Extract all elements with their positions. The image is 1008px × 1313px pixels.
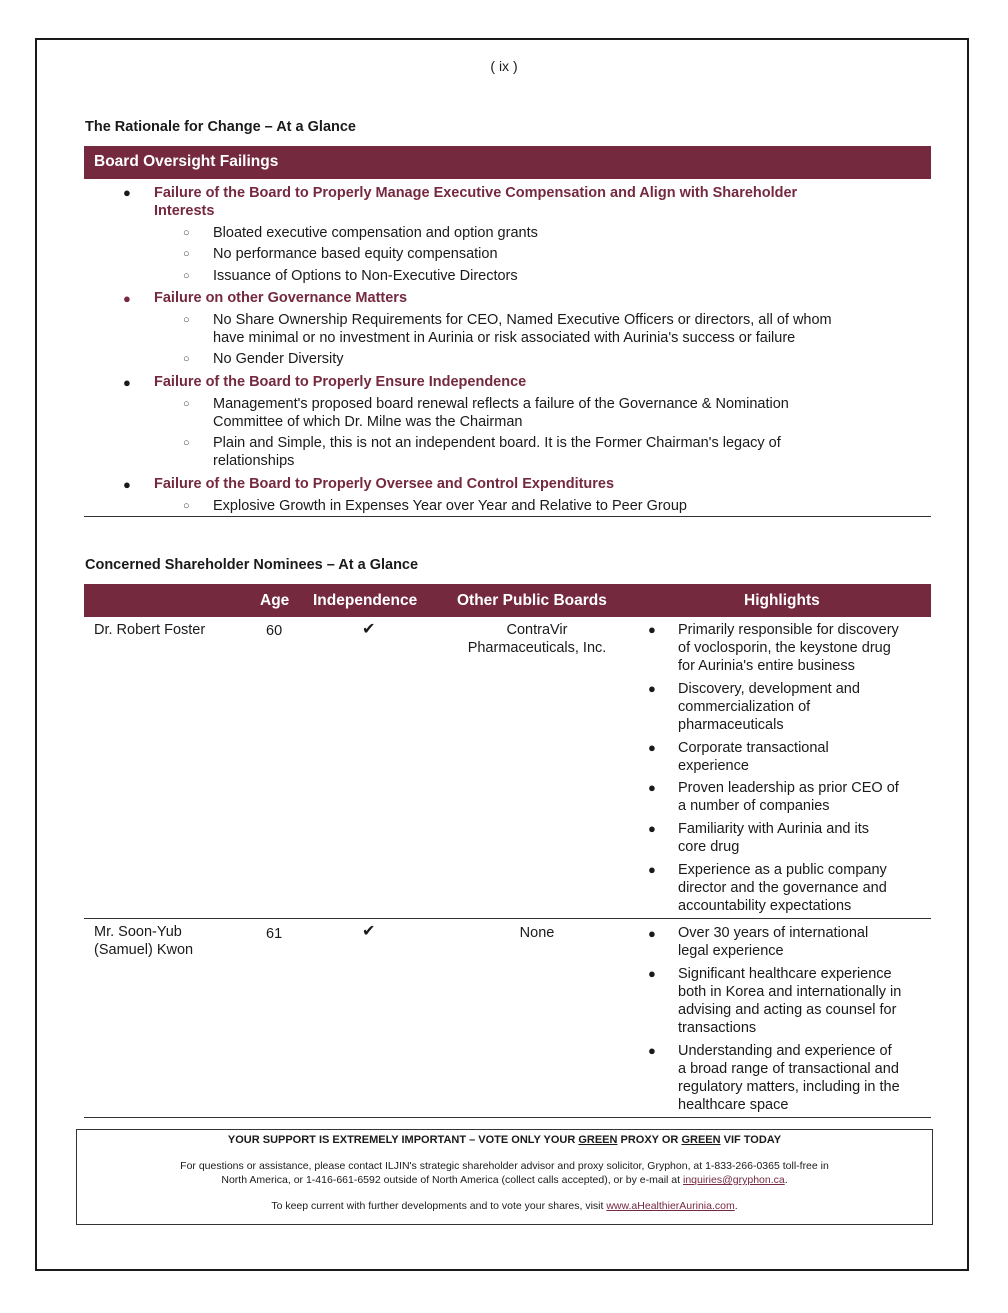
circle-bullet-icon: ○ [183, 437, 190, 449]
sub-item: Management's proposed board renewal reflects a failure of the Governance & Nomination Committee of which Dr. Milne was the Chairman [213, 396, 789, 430]
nominee-age: 60 [266, 623, 283, 639]
sub-item: No performance based equity compensation [213, 246, 498, 262]
failure-independence: Failure of the Board to Properly Ensure Independence [154, 374, 527, 390]
highlight-item: Corporate transactional experience [678, 740, 829, 774]
bullet-icon: ● [648, 622, 656, 637]
website-link[interactable]: www.aHealthierAurinia.com [606, 1200, 735, 1212]
board-oversight-bar [84, 146, 931, 179]
board-oversight-title: Board Oversight Failings [94, 153, 279, 170]
section-divider [84, 516, 931, 517]
header-highlights: Highlights [744, 592, 820, 609]
sub-item: Issuance of Options to Non-Executive Directors [213, 268, 518, 284]
sub-item: Explosive Growth in Expenses Year over Year and Relative to Peer Group [213, 498, 687, 514]
circle-bullet-icon: ○ [183, 398, 190, 410]
nominees-header-row [84, 584, 931, 617]
bullet-icon: ● [648, 740, 656, 755]
checkmark-icon: ✔ [362, 621, 376, 638]
circle-bullet-icon: ○ [183, 227, 190, 239]
bullet-icon: ● [648, 966, 656, 981]
nominee-name: Mr. Soon-Yub (Samuel) Kwon [94, 924, 194, 958]
bullet-icon: ● [648, 821, 656, 836]
checkmark-icon: ✔ [362, 923, 376, 940]
contact-text: For questions or assistance, please contact ILJIN's strategic shareholder advisor and proxy solicitor, Gryphon, at 1-833-266-0365 toll-free in North America, or 1-416-661-6592 outside of North America (collect calls accepted), or by e-mail at inquiries@gryphon.ca. [180, 1160, 829, 1186]
nominee-other-boards: None [519, 925, 555, 941]
circle-bullet-icon: ○ [183, 500, 190, 512]
bullet-icon: ● [648, 681, 656, 696]
table-bottom-divider [84, 1117, 931, 1118]
sub-item: No Gender Diversity [213, 351, 344, 367]
bullet-icon: ● [123, 477, 131, 492]
failure-governance: Failure on other Governance Matters [154, 290, 408, 306]
header-other-public-boards: Other Public Boards [457, 592, 607, 609]
bullet-icon: ● [123, 375, 131, 390]
circle-bullet-icon: ○ [183, 270, 190, 282]
highlight-item: Primarily responsible for discovery of voclosporin, the keystone drug for Aurinia's entire business [678, 622, 899, 674]
nominee-name: Dr. Robert Foster [94, 622, 206, 638]
highlight-item: Understanding and experience of a broad range of transactional and regulatory matters, including in the healthcare space [678, 1043, 900, 1113]
circle-bullet-icon: ○ [183, 353, 190, 365]
bullet-icon: ● [123, 291, 131, 306]
highlight-item: Proven leadership as prior CEO of a number of companies [678, 780, 899, 814]
support-banner: YOUR SUPPORT IS EXTREMELY IMPORTANT – VOTE ONLY YOUR GREEN PROXY OR GREEN VIF TODAY [227, 1134, 782, 1146]
failure-compensation: Failure of the Board to Properly Manage Executive Compensation and Align with Shareholder Interests [154, 185, 798, 219]
bullet-icon: ● [648, 1043, 656, 1058]
nominee-age: 61 [266, 926, 283, 942]
sub-item: Plain and Simple, this is not an independent board. It is the Former Chairman's legacy of relationships [213, 435, 781, 469]
highlight-item: Discovery, development and commercialization of pharmaceuticals [678, 681, 860, 733]
nominees-title: Concerned Shareholder Nominees – At a Glance [85, 557, 419, 573]
visit-text: To keep current with further developments and to vote your shares, visit www.aHealthierAurinia.com. [271, 1200, 738, 1212]
email-link[interactable]: inquiries@gryphon.ca [683, 1174, 785, 1186]
highlight-item: Over 30 years of international legal experience [678, 925, 869, 959]
sub-item: No Share Ownership Requirements for CEO, Named Executive Officers or directors, all of whom have minimal or no investment in Aurinia or risk associated with Aurinia's success or failure [213, 312, 832, 346]
header-age: Age [260, 592, 290, 609]
nominee-other-boards: ContraVir Pharmaceuticals, Inc. [467, 622, 607, 656]
highlight-item: Familiarity with Aurinia and its core drug [678, 821, 869, 855]
header-independence: Independence [313, 592, 418, 609]
highlight-item: Experience as a public company director and the governance and accountability expectations [678, 862, 887, 914]
circle-bullet-icon: ○ [183, 314, 190, 326]
row-divider [84, 918, 931, 919]
failure-expenditures: Failure of the Board to Properly Oversee and Control Expenditures [154, 476, 615, 492]
bullet-icon: ● [123, 185, 131, 200]
footer-box [76, 1129, 933, 1225]
rationale-title: The Rationale for Change – At a Glance [85, 119, 356, 135]
bullet-icon: ● [648, 862, 656, 877]
sub-item: Bloated executive compensation and option grants [213, 225, 538, 241]
circle-bullet-icon: ○ [183, 248, 190, 260]
highlight-item: Significant healthcare experience both in Korea and internationally in advising and acting as counsel for transactions [678, 966, 902, 1036]
bullet-icon: ● [648, 780, 656, 795]
bullet-icon: ● [648, 926, 656, 941]
page-number: ( ix ) [490, 58, 518, 74]
